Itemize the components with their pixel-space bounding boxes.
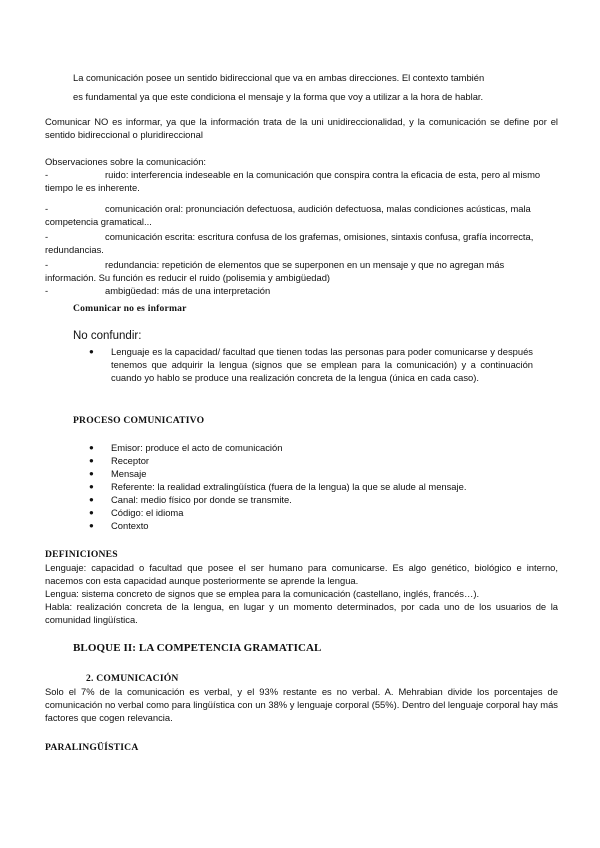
list-item (89, 467, 551, 480)
observacion-continuation: redundancias. (45, 244, 104, 255)
intro-line-1: La comunicación posee un sentido bidireccional que va en ambas direcciones. El contexto también (73, 72, 485, 83)
comunicacion-text: Solo el 7% de la comunicación es verbal, y el 93% restante es no verbal. A. Mehrabian divide los porcentajes de comunicación no verbal como para lingüística con un 38% y lenguaje corporal (55%). Dentro del lenguaje corporal hay más factores que cogen relevancia. (45, 686, 558, 723)
proceso-item-text: Mensaje (111, 468, 147, 479)
observacion-item (45, 284, 558, 297)
list-item (89, 519, 551, 532)
bullet-icon: ● (89, 495, 94, 504)
bullet-icon: ● (89, 482, 94, 491)
bloque-heading: BLOQUE II: LA COMPETENCIA GRAMATICAL (73, 642, 322, 654)
list-dash: - (45, 231, 49, 242)
proceso-item-text: Receptor (111, 455, 150, 466)
observacion-continuation: competencia gramatical... (45, 216, 152, 227)
list-item (89, 441, 551, 454)
proceso-heading: PROCESO COMUNICATIVO (73, 415, 205, 426)
proceso-item-text: Código: el idioma (111, 507, 184, 518)
no-confundir-title: No confundir: (73, 330, 142, 342)
observacion-text: ambigüedad: más de una interpretación (105, 285, 271, 296)
bullet-icon: ● (89, 347, 94, 356)
proceso-list (89, 441, 551, 532)
list-dash: - (45, 203, 49, 214)
list-dash: - (45, 285, 49, 296)
comunicar-no-paragraph (45, 115, 558, 141)
observacion-text: ruido: interferencia indeseable en la comunicación que conspira contra la eficacia de esta, pero al mismo (105, 169, 541, 180)
bullet-icon: ● (89, 508, 94, 517)
no-confundir-text: Lenguaje es la capacidad/ facultad que tienen todas las personas para poder comunicarse y después tenemos que adquirir la lengua (signos que se emplean para la comunicación) y a continuación cuando yo hablo se produce una realización concreta de la lengua (única en cada caso). (111, 346, 533, 383)
comunicacion-section (45, 672, 558, 724)
observacion-continuation: tiempo le es inherente. (45, 182, 140, 193)
list-item (89, 493, 551, 506)
bullet-icon: ● (89, 443, 94, 452)
definiciones-section (45, 548, 558, 626)
observacion-item (45, 168, 558, 181)
list-dash: - (45, 259, 49, 270)
list-dash: - (45, 169, 49, 180)
proceso-item-text: Canal: medio físico por donde se transmite. (111, 494, 292, 505)
observacion-text: redundancia: repetición de elementos que se superponen en un mensaje y que no agregan más (105, 259, 505, 270)
proceso-item-text: Emisor: produce el acto de comunicación (111, 442, 283, 453)
observaciones-title: Observaciones sobre la comunicación: (45, 156, 207, 167)
comunicar-heading: Comunicar no es informar (73, 303, 187, 314)
observaciones-section (45, 155, 558, 297)
observacion-item (45, 202, 558, 215)
list-item (89, 454, 551, 467)
observacion-continuation: información. Su función es reducir el ruido (polisemia y ambigüedad) (45, 272, 331, 283)
comunicacion-heading: 2. COMUNICACIÓN (86, 673, 179, 684)
list-item (89, 506, 551, 519)
definicion-lenguaje: Lenguaje: capacidad o facultad que posee el ser humano para comunicarse. Es algo genético, biológico e interno, nacemos con esta capacidad aunque posteriormente se aprende la lengua. (45, 562, 558, 586)
definiciones-heading: DEFINICIONES (45, 549, 118, 560)
comunicar-no-text: Comunicar NO es informar, ya que la información trata de la uni unidireccionalidad, y la comunicación se define por el sentido bidireccional o pluridireccional (45, 116, 558, 140)
observacion-item (45, 258, 558, 271)
intro-paragraph (73, 71, 543, 103)
definicion-habla: Habla: realización concreta de la lengua, en lugar y un momento determinados, por cada uno de los usuarios de la comunidad lingüística. (45, 601, 558, 625)
observacion-text: comunicación escrita: escritura confusa de los grafemas, omisiones, sintaxis confusa, grafía incorrecta, (105, 231, 534, 242)
proceso-item-text: Contexto (111, 520, 149, 531)
paralinguistica-heading: PARALINGÜÍSTICA (45, 742, 139, 753)
no-confundir-item (89, 345, 533, 384)
bullet-icon: ● (89, 469, 94, 478)
no-confundir-section (73, 329, 533, 384)
definicion-lengua: Lengua: sistema concreto de signos que se emplea para la comunicación (castellano, inglés, francés…). (45, 588, 480, 599)
proceso-item-text: Referente: la realidad extralingüística (fuera de la lengua) la que se alude al mensaje. (111, 481, 467, 492)
intro-line-2: es fundamental ya que este condiciona el mensaje y la forma que voy a utilizar a la hora de hablar. (73, 91, 484, 102)
bullet-icon: ● (89, 456, 94, 465)
observacion-text: comunicación oral: pronunciación defectuosa, audición defectuosa, malas condiciones acústicas, mala (105, 203, 531, 214)
bullet-icon: ● (89, 521, 94, 530)
observacion-item (45, 230, 558, 243)
list-item (89, 480, 551, 493)
